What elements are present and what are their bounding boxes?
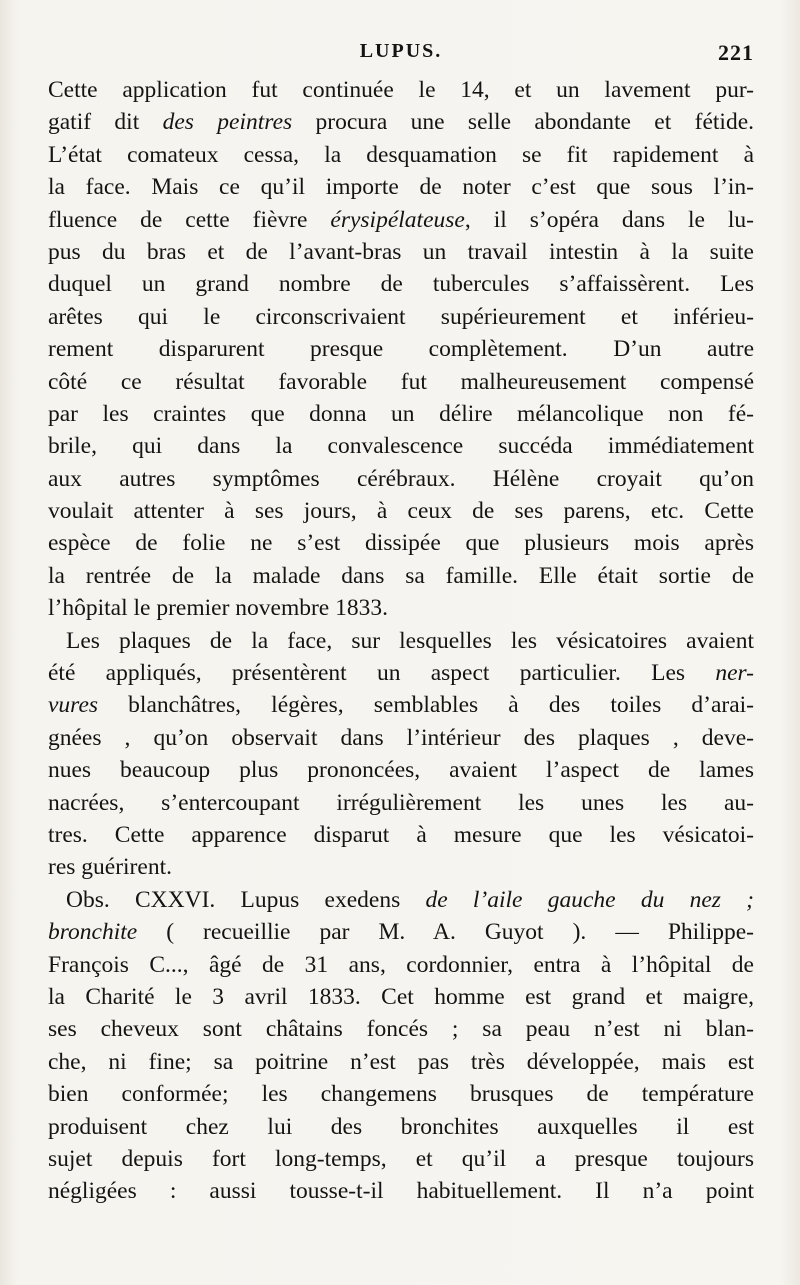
text-span: sujet depuis fort long-temps, et qu’il a presque toujours [48,1145,754,1172]
text-span: été appliqués, présentèrent un aspect particulier. Les [48,660,716,687]
text-span: rement disparurent presque complètement. D’un autre [48,336,754,363]
italic-text: ner- [715,660,754,687]
text-line [48,171,754,203]
text-span: gnées , qu’on observait dans l’intérieur des plaques , deve- [48,724,754,751]
text-line [48,657,754,689]
text-line [48,1078,754,1110]
text-span: côté ce résultat favorable fut malheureusement compensé [48,368,754,395]
text-line [48,333,754,365]
text-line [48,1046,754,1078]
text-span: arêtes qui le circonscrivaient supérieurement et inférieu- [48,303,754,330]
text-span: la rentrée de la malade dans sa famille. Elle était sortie de [48,562,754,589]
text-span: fluence de cette fièvre [48,206,331,233]
running-title: LUPUS. [359,40,443,62]
text-span: ses cheveux sont châtains foncés ; sa peau n’est ni blan- [48,1016,754,1043]
text-span: nacrées, s’entercoupant irrégulièrement les unes les au- [48,789,754,816]
text-span: voulait attenter à ses jours, à ceux de ses parens, etc. Cette [48,498,754,525]
text-line [48,268,754,300]
text-line [48,625,754,657]
text-span: res guérirent. [48,854,172,881]
text-span: brile, qui dans la convalescence succéda immédiatement [48,433,754,460]
text-span: procura une selle abondante et fétide. [292,109,754,136]
text-span: pus du bras et de l’avant-bras un travail intestin à la suite [48,238,754,265]
page-number: 221 [718,40,754,65]
text-line [48,463,754,495]
text-line [48,430,754,462]
text-line [48,851,754,883]
text-line [48,722,754,754]
text-span: ( recueillie par M. A. Guyot ). — Philippe- [137,919,754,946]
text-line [48,139,754,171]
body-text [48,74,754,1208]
text-span: L’état comateux cessa, la desquamation se fit rapidement à [48,141,754,168]
text-line [48,819,754,851]
text-line [48,1013,754,1045]
text-line [48,106,754,138]
text-span: gatif dit [48,109,163,136]
italic-text: des peintres [162,109,293,136]
text-line [48,787,754,819]
text-line [48,204,754,236]
text-line [48,1175,754,1207]
text-line [48,592,754,624]
text-span: Obs. CXXVI. Lupus exedens [66,886,426,913]
text-span: l’hôpital le premier novembre 1833. [48,595,388,622]
text-span: la face. Mais ce qu’il importe de noter c’est que sous l’in- [48,174,754,201]
text-line [48,916,754,948]
text-span: , il s’opéra dans le lu- [464,206,754,233]
page-header [48,40,754,72]
text-span: bien conformée; les changemens brusques de température [48,1081,754,1108]
text-span: tres. Cette apparence disparut à mesure que les vésicatoi- [48,821,754,848]
text-span: blanchâtres, légères, semblables à des toiles d’arai- [98,692,754,719]
italic-text: de l’aile gauche du nez ; [425,886,754,913]
text-line [48,527,754,559]
text-line [48,1111,754,1143]
text-line [48,366,754,398]
italic-text: érysipélateuse [330,206,465,233]
text-span: par les craintes que donna un délire mélancolique non fé- [48,400,754,427]
text-line [48,236,754,268]
text-line [48,949,754,981]
text-span: che, ni fine; sa poitrine n’est pas très développée, mais est [48,1048,754,1075]
text-span: espèce de folie ne s’est dissipée que plusieurs mois après [48,530,754,557]
text-span: Cette application fut continuée le 14, et un lavement pur- [48,77,754,103]
text-line [48,398,754,430]
text-line [48,74,754,106]
italic-text: bronchite [48,919,138,946]
text-line [48,1143,754,1175]
text-line [48,754,754,786]
italic-text: vures [48,692,99,719]
text-line [48,560,754,592]
text-line [48,981,754,1013]
text-line [48,884,754,916]
text-span: Les plaques de la face, sur lesquelles les vésicatoires avaient [66,627,754,654]
text-span: négligées : aussi tousse-t-il habituellement. Il n’a point [48,1178,754,1205]
text-line [48,495,754,527]
text-span: aux autres symptômes cérébraux. Hélène croyait qu’on [48,465,754,492]
text-span: François C..., âgé de 31 ans, cordonnier, entra à l’hôpital de [48,951,754,978]
text-span: duquel un grand nombre de tubercules s’affaissèrent. Les [48,271,754,298]
text-line [48,301,754,333]
text-span: nues beaucoup plus prononcées, avaient l’aspect de lames [48,757,754,784]
text-span: la Charité le 3 avril 1833. Cet homme est grand et maigre, [48,983,754,1010]
text-span: produisent chez lui des bronchites auxquelles il est [48,1113,754,1140]
text-line [48,689,754,721]
